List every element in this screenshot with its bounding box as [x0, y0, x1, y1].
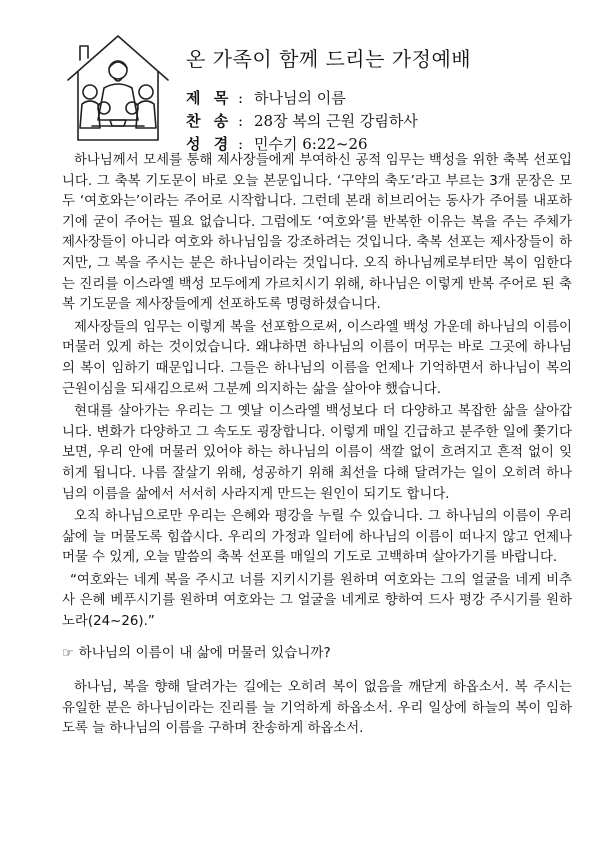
meta-row-hymn: 찬 송 : 28장 복의 근원 강림하사: [186, 112, 418, 130]
family-worship-house-illustration: [58, 28, 178, 148]
meta-label: 제 목: [186, 89, 233, 107]
closing-prayer: 하나님, 복을 향해 달려가는 길에는 오히려 복이 없음을 깨닫게 하옵소서. 복 주시는 유일한 분은 하나님이라는 진리를 늘 기억하게 하옵소서. 우리 일상에 하늘의 복이 임하도록 늘 하나님의 이름을 구하며 찬송하게 하옵소서.: [62, 680, 572, 737]
service-info: [186, 87, 566, 156]
pointing-hand-icon: ☞: [62, 645, 74, 661]
meta-row-title: 제 목 : 하나님의 이름: [186, 89, 346, 107]
reflection-question: [62, 643, 572, 665]
paragraph: 하나님께서 모세를 통해 제사장들에게 부여하신 공적 임무는 백성을 위한 축복 선포입니다. 그 축복 기도문이 바로 오늘 본문입니다. ‘구약의 축도’라고 부르는 3개 문장은 모두 ‘여호와는’이라는 주어로 시작합니다. 그런데 본래 히브리어는 동사가 주어를 내포하기에 굳이 주어는 필요 없습니다. 그럼에도 ‘여호와’를 반복한 이유는 복을 주는 주체가 제사장들이 아니라 여호와 하나님임을 강조하려는 것입니다. 축복 선포는 제사장들이 하지만, 그 복을 주시는 분은 하나님이라는 것입니다. 오직 하나님께로부터만 복이 임한다는 진리를 이스라엘 백성 모두에게 가르치시기 위해, 하나님은 이렇게 반복 주어로 된 축복 기도문을 제사장들에게 선포하도록 명령하셨습니다.: [62, 153, 572, 313]
meta-value: 하나님의 이름: [254, 89, 346, 107]
question-text: 하나님의 이름이 내 삶에 머물러 있습니까?: [78, 644, 331, 661]
paragraph: 제사장들의 임무는 이렇게 복을 선포함으로써, 이스라엘 백성 가운데 하나님의 이름이 머물러 있게 하는 것이었습니다. 왜냐하면 하나님의 이름이 머무는 바로 그곳에 하나님의 복이 임하기 때문입니다. 그들은 하나님의 이름을 언제나 기억하면서 하나님이 복의 근원이심을 되새김으로써 그분께 의지하는 삶을 살아야 했습니다.: [62, 319, 572, 397]
scripture-quote: “여호와는 네게 복을 주시고 너를 지키시기를 원하며 여호와는 그의 얼굴을 네게 비추사 은혜 베푸시기를 원하며 여호와는 그 얼굴을 네게로 향하여 드사 평강 주시기를 원하노라(24~26).”: [62, 572, 572, 630]
paragraph: 오직 하나님으로만 우리는 은혜와 평강을 누릴 수 있습니다. 그 하나님의 이름이 우리 삶에 늘 머물도록 힘씁시다. 우리의 가정과 일터에 하나님의 이름이 떠나지 않고 언제나 머물 수 있게, 오늘 말씀의 축복 선포를 매일의 기도로 고백하며 살아가기를 바랍니다.: [62, 509, 572, 566]
meta-row-scripture: 성 경 : 민수기 6:22~26: [186, 135, 368, 153]
page-title: 온 가족이 함께 드리는 가정예배: [186, 47, 472, 71]
meta-value: 민수기 6:22~26: [254, 135, 368, 153]
meta-label: 찬 송: [186, 112, 233, 130]
sermon-body: [62, 151, 572, 742]
meta-label: 성 경: [186, 135, 233, 153]
meta-value: 28장 복의 근원 강림하사: [254, 112, 418, 130]
paragraph: 현대를 살아가는 우리는 그 옛날 이스라엘 백성보다 더 다양하고 복잡한 삶을 살아갑니다. 변화가 다양하고 그 속도도 굉장합니다. 이렇게 매일 긴급하고 분주한 일에 쫓기다 보면, 우리 안에 머물러 있어야 하는 하나님의 이름이 색깔 없이 흐려지고 흔적 없이 잊히게 됩니다. 나름 잘살기 위해, 성공하기 위해 최선을 다해 달려가는 일이 오히려 하나님의 이름을 삶에서 서서히 사라지게 만드는 원인이 되기도 합니다.: [62, 404, 572, 502]
